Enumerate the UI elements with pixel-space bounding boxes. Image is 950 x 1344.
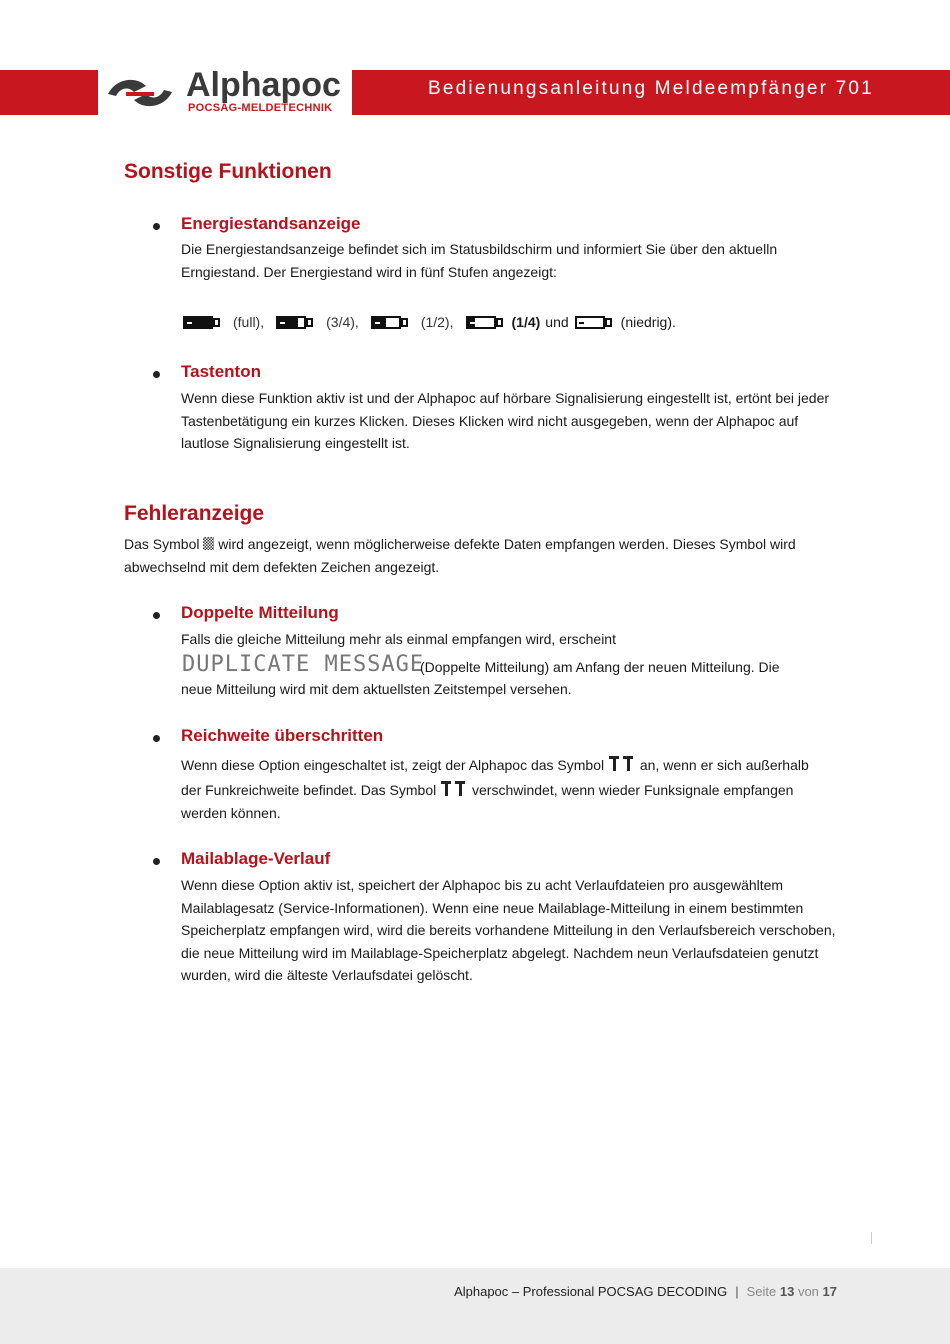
heading-mailablage: Mailablage-Verlauf (181, 849, 331, 868)
battery-quarter-icon (466, 315, 504, 330)
heading-energiestandsanzeige: Energiestandsanzeige (181, 214, 361, 233)
paragraph-energie: Die Energiestandsanzeige befindet sich im Statusbildschirm und informiert Sie über den aktuelln Erngiestand. Der Energiestand wird in fünf Stufen angezeigt: (181, 241, 778, 280)
footer-seite-label: Seite (746, 1284, 777, 1299)
footer-bar (0, 1268, 950, 1344)
battery-label-full: (full), (233, 314, 265, 330)
footer-page-total: 17 (822, 1284, 837, 1299)
footer-text (454, 1284, 837, 1299)
bullet (153, 612, 160, 619)
battery-label-und: und (545, 314, 569, 330)
paragraph-fehleranzeige: Das Symbol wird angezeigt, wenn möglicherweise defekte Daten empfangen werden. Dieses Symbol wird abwechselnd mit dem defekten Zeichen angezeigt. (124, 536, 796, 575)
logo (98, 68, 352, 118)
footer-page-number: 13 (779, 1284, 795, 1299)
battery-low-icon (575, 315, 613, 330)
section-title-fehleranzeige: Fehleranzeige (124, 502, 265, 525)
divider (871, 1232, 872, 1244)
paragraph-mailablage: Wenn diese Option aktiv ist, speichert der Alphapoc bis zu acht Verlaufdateien pro ausgewähltem Mailablagesatz (Service-Informationen). Wenn eine neue Mailablage-Mitteilung in einem bestimmten Speicherplatz empfangen wird, wird die bereits vorhandene Mitteilung in den Verlaufsbereich verschoben, die neue Mitteilung wird im Mailablage-Speicherplatz abgelegt. Nachdem neun Verlaufsdateien genutzt wurden, wird die älteste Verlaufsdatei gelöscht. (181, 877, 836, 983)
footer-separator: | (735, 1284, 739, 1299)
antenna-icon (608, 756, 620, 772)
bullet (153, 858, 160, 865)
handshake-logo-icon (106, 72, 174, 114)
section-title-sonstige: Sonstige Funktionen (124, 160, 332, 183)
logo-name: Alphapoc (186, 66, 341, 104)
battery-label-three-quarter: (3/4), (326, 314, 359, 330)
paragraph-reichweite-line3: werden können. (181, 805, 281, 821)
paragraph-reichweite-line2: der Funkreichweite befindet. Das Symbol verschwindet, wenn wieder Funksignale empfangen (181, 782, 794, 798)
document-title: Bedienungsanleitung Meldeempfänger 701 (428, 78, 874, 99)
battery-label-quarter: (1/4) (511, 314, 541, 330)
battery-levels (183, 310, 676, 334)
bullet (153, 735, 160, 742)
footer-brand: Alphapoc – Professional POCSAG DECODING (454, 1284, 728, 1299)
logo-subtitle: POCSAG-MELDETECHNIK (188, 102, 333, 114)
antenna-icon (454, 781, 466, 797)
paragraph-reichweite-line1: Wenn diese Option eingeschaltet ist, zeigt der Alphapoc das Symbol an, wenn er sich außerhalb (181, 757, 809, 773)
heading-reichweite: Reichweite überschritten (181, 726, 384, 745)
footer-von-label: von (797, 1284, 819, 1299)
battery-three-quarter-icon (276, 315, 314, 330)
battery-label-half: (1/2), (420, 314, 454, 330)
battery-label-low: (niedrig). (620, 314, 676, 330)
battery-half-icon (371, 315, 409, 330)
heading-tastenton: Tastenton (181, 362, 261, 381)
paragraph-doppelt-line1: Falls die gleiche Mitteilung mehr als einmal empfangen wird, erscheint (181, 631, 616, 647)
paragraph-tastenton: Wenn diese Funktion aktiv ist und der Alphapoc auf hörbare Signalisierung eingestellt ist, ertönt bei jeder Tastenbetätigung ein kurzes Klicken. Dieses Klicken wird nicht ausgegeben, wenn der Alphapoc auf lautlose Signalisierung eingestellt ist. (181, 390, 830, 451)
paragraph-doppelt-line3: neue Mitteilung wird mit dem aktuellsten Zeitstempel versehen. (181, 681, 572, 697)
bullet (153, 371, 160, 378)
antenna-icon (622, 756, 634, 772)
battery-full-icon (183, 315, 221, 330)
heading-doppelte-mitteilung: Doppelte Mitteilung (181, 603, 339, 622)
checker-error-icon (203, 537, 214, 550)
paragraph-doppelt-line2: (Doppelte Mitteilung) am Anfang der neuen Mitteilung. Die (420, 659, 780, 675)
antenna-icon (440, 781, 452, 797)
bullet (153, 223, 160, 230)
duplicate-message-display: DUPLICATE MESSAGE (182, 652, 425, 677)
